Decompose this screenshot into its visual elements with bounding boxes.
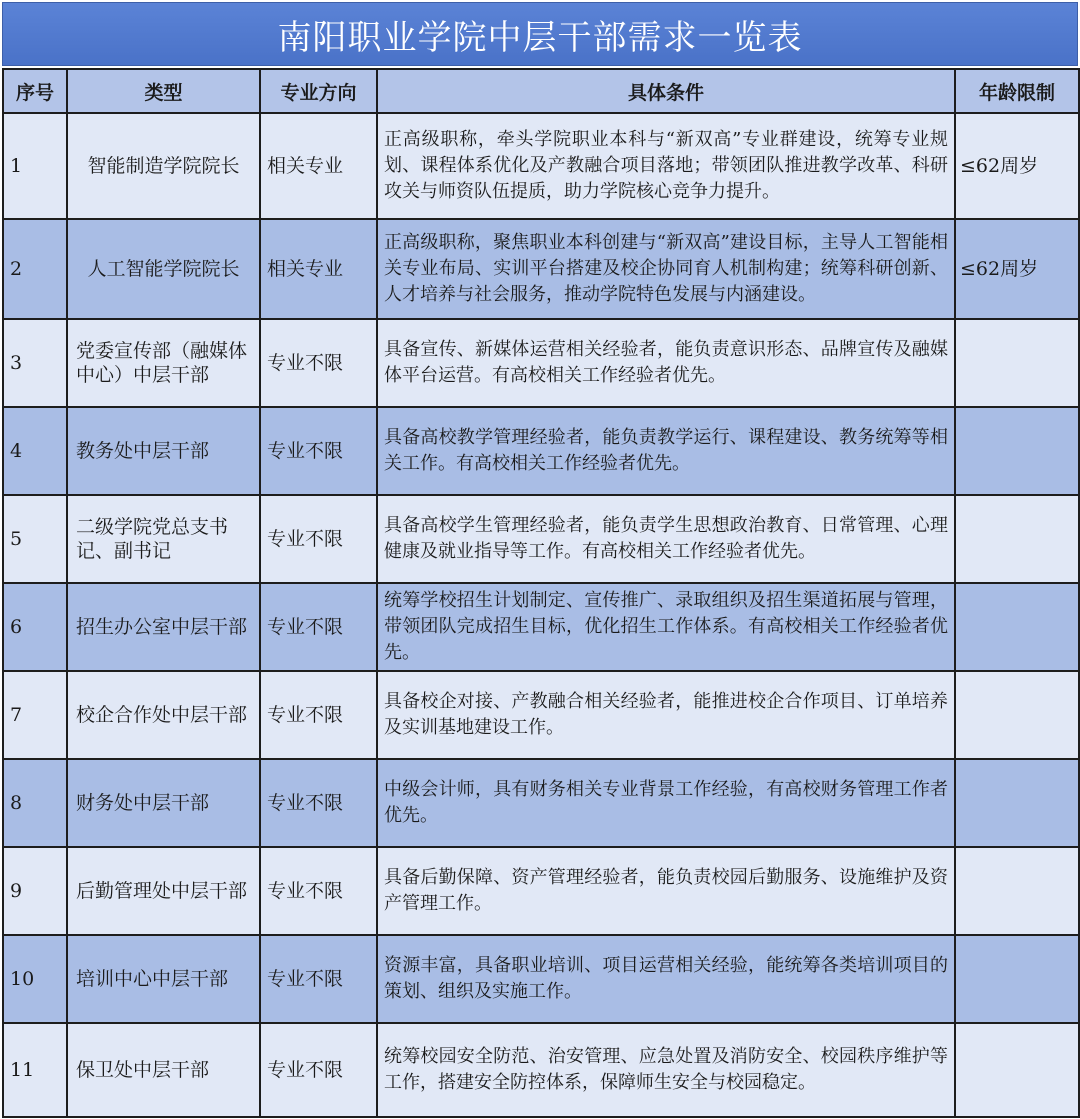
header-direction: 专业方向 bbox=[260, 69, 377, 113]
cell-direction: 专业不限 bbox=[260, 759, 377, 847]
page-title: 南阳职业学院中层干部需求一览表 bbox=[277, 17, 803, 58]
cell-no: 10 bbox=[3, 935, 67, 1023]
cell-age: ≤62周岁 bbox=[955, 113, 1079, 219]
cell-no: 5 bbox=[3, 495, 67, 583]
cell-no: 6 bbox=[3, 583, 67, 671]
table-row bbox=[3, 113, 1079, 219]
cell-age bbox=[955, 759, 1079, 847]
cell-direction: 专业不限 bbox=[260, 847, 377, 935]
cell-no: 7 bbox=[3, 671, 67, 759]
cell-direction: 专业不限 bbox=[260, 495, 377, 583]
cell-conditions: 具备校企对接、产教融合相关经验者，能推进校企合作项目、订单培养及实训基地建设工作。 bbox=[377, 671, 955, 759]
cell-type: 教务处中层干部 bbox=[67, 407, 260, 495]
cell-age bbox=[955, 671, 1079, 759]
cell-direction: 专业不限 bbox=[260, 1023, 377, 1117]
cell-conditions: 统筹学校招生计划制定、宣传推广、录取组织及招生渠道拓展与管理，带领团队完成招生目标，优化招生工作体系。有高校相关工作经验者优先。 bbox=[377, 583, 955, 671]
cell-age bbox=[955, 407, 1079, 495]
cell-type: 人工智能学院院长 bbox=[67, 219, 260, 319]
header-age: 年龄限制 bbox=[955, 69, 1079, 113]
cell-direction: 专业不限 bbox=[260, 583, 377, 671]
table-row bbox=[3, 671, 1079, 759]
cell-conditions: 具备后勤保障、资产管理经验者，能负责校园后勤服务、设施维护及资产管理工作。 bbox=[377, 847, 955, 935]
cell-type: 保卫处中层干部 bbox=[67, 1023, 260, 1117]
cell-direction: 专业不限 bbox=[260, 935, 377, 1023]
requirements-table bbox=[2, 68, 1080, 1118]
cell-direction: 相关专业 bbox=[260, 219, 377, 319]
header-conditions: 具体条件 bbox=[377, 69, 955, 113]
cell-no: 4 bbox=[3, 407, 67, 495]
cell-type: 校企合作处中层干部 bbox=[67, 671, 260, 759]
cell-conditions: 统筹校园安全防范、治安管理、应急处置及消防安全、校园秩序维护等工作，搭建安全防控体系，保障师生安全与校园稳定。 bbox=[377, 1023, 955, 1117]
cell-conditions: 具备高校学生管理经验者，能负责学生思想政治教育、日常管理、心理健康及就业指导等工作。有高校相关工作经验者优先。 bbox=[377, 495, 955, 583]
title-banner bbox=[2, 2, 1078, 66]
cell-conditions: 具备宣传、新媒体运营相关经验者，能负责意识形态、品牌宣传及融媒体平台运营。有高校相关工作经验者优先。 bbox=[377, 319, 955, 407]
cell-age: ≤62周岁 bbox=[955, 219, 1079, 319]
cell-type: 财务处中层干部 bbox=[67, 759, 260, 847]
cell-direction: 相关专业 bbox=[260, 113, 377, 219]
table-row bbox=[3, 407, 1079, 495]
cell-no: 2 bbox=[3, 219, 67, 319]
table-row bbox=[3, 583, 1079, 671]
cell-no: 1 bbox=[3, 113, 67, 219]
cell-conditions: 资源丰富，具备职业培训、项目运营相关经验，能统筹各类培训项目的策划、组织及实施工作。 bbox=[377, 935, 955, 1023]
table-row bbox=[3, 1023, 1079, 1117]
cell-no: 3 bbox=[3, 319, 67, 407]
cell-direction: 专业不限 bbox=[260, 319, 377, 407]
table-row bbox=[3, 759, 1079, 847]
cell-no: 11 bbox=[3, 1023, 67, 1117]
cell-type: 二级学院党总支书记、副书记 bbox=[67, 495, 260, 583]
table-row bbox=[3, 319, 1079, 407]
cell-no: 9 bbox=[3, 847, 67, 935]
cell-conditions: 中级会计师，具有财务相关专业背景工作经验，有高校财务管理工作者优先。 bbox=[377, 759, 955, 847]
cell-type: 招生办公室中层干部 bbox=[67, 583, 260, 671]
cell-conditions: 正高级职称，聚焦职业本科创建与“新双高”建设目标，主导人工智能相关专业布局、实训平台搭建及校企协同育人机制构建；统筹科研创新、人才培养与社会服务，推动学院特色发展与内涵建设。 bbox=[377, 219, 955, 319]
header-no: 序号 bbox=[3, 69, 67, 113]
table-row bbox=[3, 847, 1079, 935]
table-header-row bbox=[3, 69, 1079, 113]
cell-conditions: 正高级职称，牵头学院职业本科与“新双高”专业群建设，统筹专业规划、课程体系优化及产教融合项目落地；带领团队推进教学改革、科研攻关与师资队伍提质，助力学院核心竞争力提升。 bbox=[377, 113, 955, 219]
cell-type: 智能制造学院院长 bbox=[67, 113, 260, 219]
cell-age bbox=[955, 319, 1079, 407]
cell-conditions: 具备高校教学管理经验者，能负责教学运行、课程建设、教务统筹等相关工作。有高校相关工作经验者优先。 bbox=[377, 407, 955, 495]
cell-age bbox=[955, 583, 1079, 671]
cell-direction: 专业不限 bbox=[260, 671, 377, 759]
cell-age bbox=[955, 495, 1079, 583]
cell-direction: 专业不限 bbox=[260, 407, 377, 495]
cell-type: 后勤管理处中层干部 bbox=[67, 847, 260, 935]
cell-type: 党委宣传部（融媒体中心）中层干部 bbox=[67, 319, 260, 407]
table-row bbox=[3, 935, 1079, 1023]
cell-age bbox=[955, 847, 1079, 935]
cell-type: 培训中心中层干部 bbox=[67, 935, 260, 1023]
table-row bbox=[3, 219, 1079, 319]
table-row bbox=[3, 495, 1079, 583]
cell-no: 8 bbox=[3, 759, 67, 847]
header-type: 类型 bbox=[67, 69, 260, 113]
cell-age bbox=[955, 935, 1079, 1023]
cell-age bbox=[955, 1023, 1079, 1117]
